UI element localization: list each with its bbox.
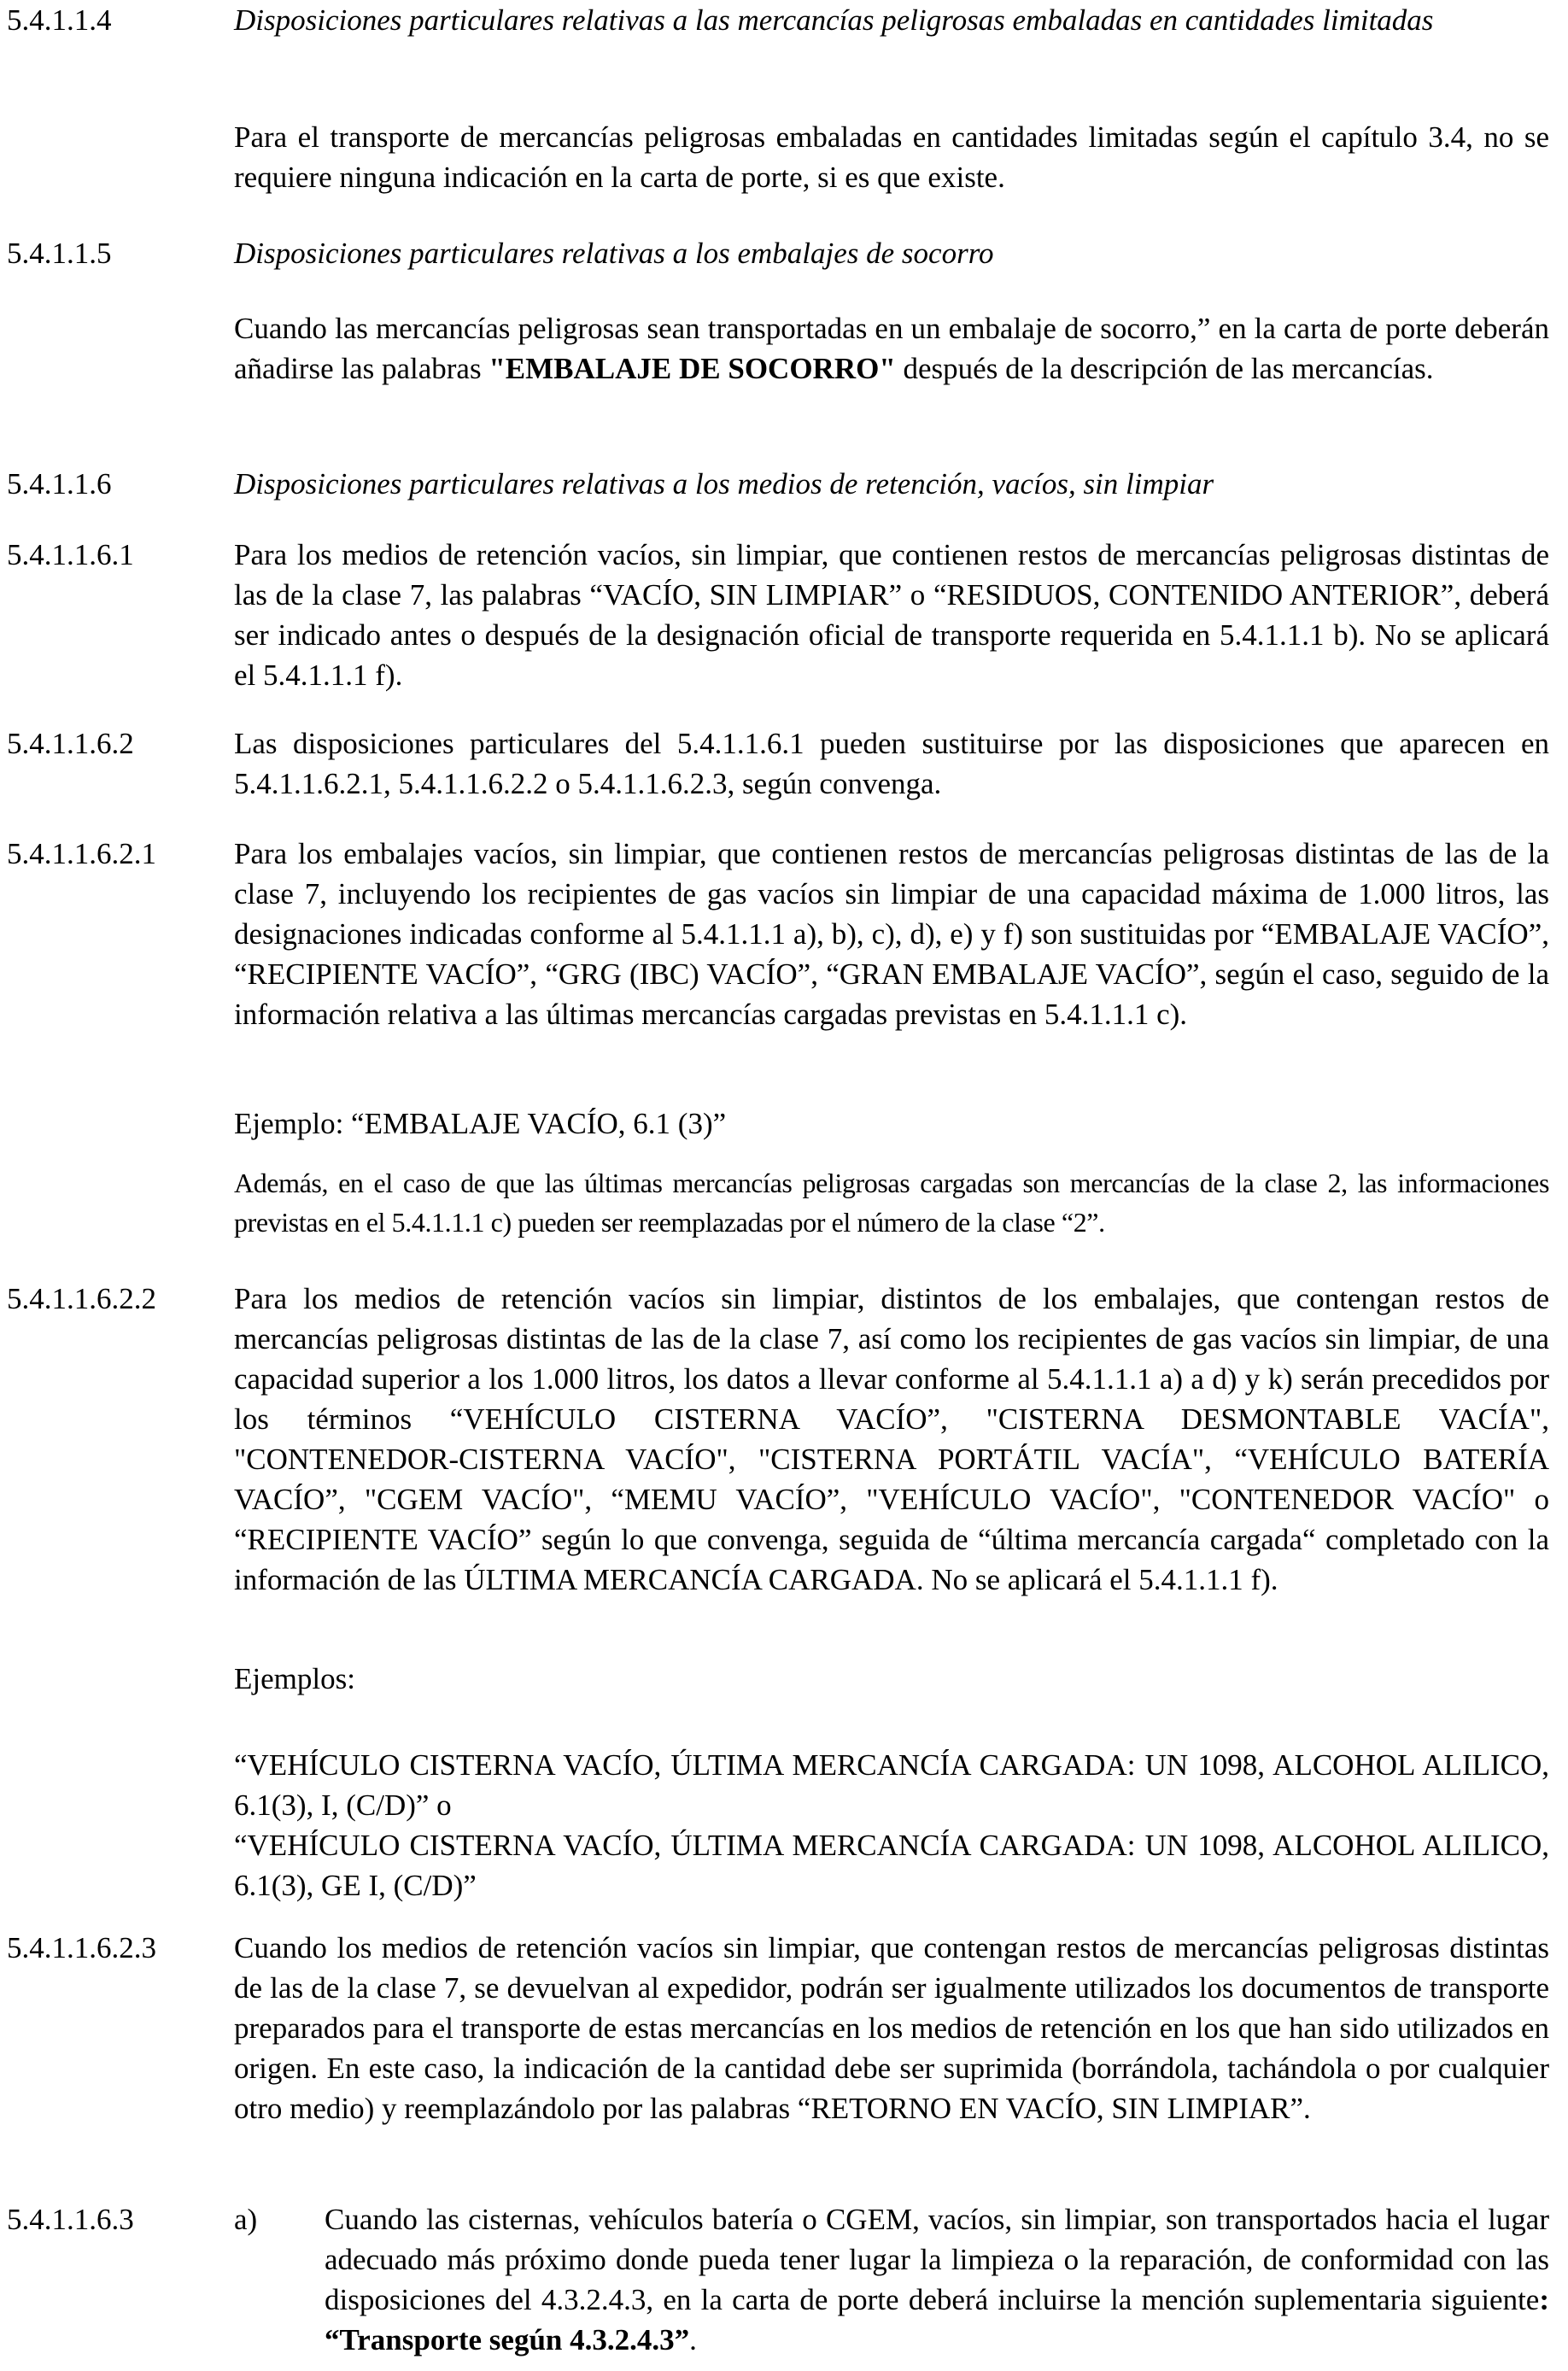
section-heading: Disposiciones particulares relativas a las mercancías peligrosas embaladas en cantidades limitadas — [234, 3, 1434, 37]
note-text: Además, en el caso de que las últimas mercancías peligrosas cargadas son mercancías de la clase 2, las informaciones previstas en el 5.4.1.1.1 c) pueden ser reemplazadas por el número de la clase “2”. — [234, 1168, 1549, 1238]
section-number: 5.4.1.1.6.2.1 — [7, 837, 156, 870]
section-paragraph: Para los medios de retención vacíos, sin limpiar, que contienen restos de mercancías peligrosas distintas de las de la clase 7, las palabras “VACÍO, SIN LIMPIAR” o “RESIDUOS, CONTENIDO ANTERIOR”, deberá ser indicado antes o después de la designación oficial de transporte requerida en 5.4.1.1.1 b). No se aplicará el 5.4.1.1.1 f). — [234, 538, 1549, 692]
section-number: 5.4.1.1.4 — [7, 3, 112, 37]
example-text: Ejemplo: “EMBALAJE VACÍO, 6.1 (3)” — [234, 1107, 727, 1140]
section-number: 5.4.1.1.6 — [7, 467, 112, 501]
list-item-label: a) — [234, 2203, 258, 2236]
paragraph-end: . — [689, 2323, 697, 2356]
emphasis-text: : “Transporte según 4.3.2.4.3” — [325, 2283, 1549, 2356]
list-item-text — [325, 2199, 1549, 2360]
section-number: 5.4.1.1.5 — [7, 237, 112, 270]
section-paragraph: Para los embalajes vacíos, sin limpiar, que contienen restos de mercancías peligrosas distintas de las de la clase 7, incluyendo los recipientes de gas vacíos sin limpiar de una capacidad máxima de 1.000 litros, las designaciones indicadas conforme al 5.4.1.1.1 a), b), c), d), e) y f) son sustituidas por “EMBALAJE VACÍO”, “RECIPIENTE VACÍO”, “GRG (IBC) VACÍO”, “GRAN EMBALAJE VACÍO”, según el caso, seguido de la información relativa a las últimas mercancías cargadas previstas en 5.4.1.1.1 c). — [234, 837, 1549, 1031]
example-item: “VEHÍCULO CISTERNA VACÍO, ÚLTIMA MERCANCÍA CARGADA: UN 1098, ALCOHOL ALILICO, 6.1(3), I, (C/D)” o — [234, 1748, 1549, 1822]
section-heading: Disposiciones particulares relativas a los embalajes de socorro — [234, 237, 994, 270]
section-paragraph: Cuando los medios de retención vacíos sin limpiar, que contengan restos de mercancías peligrosas distintas de las de la clase 7, se devuelvan al expedidor, podrán ser igualmente utilizados los documentos de transporte preparados para el transporte de estas mercancías en los medios de retención en los que han sido utilizados en origen. En este caso, la indicación de la cantidad debe ser suprimida (borrándola, tachándola o por cualquier otro medio) y reemplazándolo por las palabras “RETORNO EN VACÍO, SIN LIMPIAR”. — [234, 1931, 1549, 2125]
paragraph-text: Cuando las mercancías peligrosas sean transportadas en un embalaje de socorro,” en la carta de porte deberán añadirse las palabras — [234, 312, 1549, 385]
section-paragraph: Para los medios de retención vacíos sin limpiar, distintos de los embalajes, que contengan restos de mercancías peligrosas distintas de las de la clase 7, así como los recipientes de gas vacíos sin limpiar, de una capacidad superior a los 1.000 litros, los datos a llevar conforme al 5.4.1.1.1 a) a d) y k) serán precedidos por los términos “VEHÍCULO CISTERNA VACÍO”, "CISTERNA DESMONTABLE VACÍA", "CONTENEDOR-CISTERNA VACÍO", "CISTERNA PORTÁTIL VACÍA", “VEHÍCULO BATERÍA VACÍO”, "CGEM VACÍO", “MEMU VACÍO”, "VEHÍCULO VACÍO", "CONTENEDOR VACÍO" o “RECIPIENTE VACÍO” según lo que convenga, seguida de “última mercancía cargada“ completado con la información de las ÚLTIMA MERCANCÍA CARGADA. No se aplicará el 5.4.1.1.1 f). — [234, 1282, 1549, 1596]
section-number: 5.4.1.1.6.2 — [7, 727, 134, 760]
section-heading: Disposiciones particulares relativas a los medios de retención, vacíos, sin limpiar — [234, 467, 1214, 501]
section-paragraph: Para el transporte de mercancías peligrosas embaladas en cantidades limitadas según el capítulo 3.4, no se requiere ninguna indicación en la carta de porte, si es que existe. — [234, 120, 1549, 194]
paragraph-text: después de la descripción de las mercancías. — [903, 352, 1434, 385]
section-number: 5.4.1.1.6.1 — [7, 538, 134, 571]
paragraph-text: Cuando las cisternas, vehículos batería o CGEM, vacíos, sin limpiar, son transportados hacia el lugar adecuado más próximo donde pueda tener lugar la limpieza o la reparación, de conformidad con las disposiciones del 4.3.2.4.3, en la carta de porte deberá incluirse la mención suplementaria siguiente — [325, 2203, 1549, 2316]
section-paragraph: Las disposiciones particulares del 5.4.1.1.6.1 pueden sustituirse por las disposiciones que aparecen en 5.4.1.1.6.2.1, 5.4.1.1.6.2.2 o 5.4.1.1.6.2.3, según convenga. — [234, 727, 1549, 800]
section-number: 5.4.1.1.6.2.3 — [7, 1931, 156, 1964]
emphasis-text: "EMBALAJE DE SOCORRO" — [489, 352, 896, 385]
section-number: 5.4.1.1.6.3 — [7, 2203, 134, 2236]
section-number: 5.4.1.1.6.2.2 — [7, 1282, 156, 1315]
section-paragraph — [234, 308, 1549, 389]
examples-label: Ejemplos: — [234, 1662, 355, 1695]
example-item: “VEHÍCULO CISTERNA VACÍO, ÚLTIMA MERCANCÍA CARGADA: UN 1098, ALCOHOL ALILICO, 6.1(3), GE I, (C/D)” — [234, 1829, 1549, 1902]
